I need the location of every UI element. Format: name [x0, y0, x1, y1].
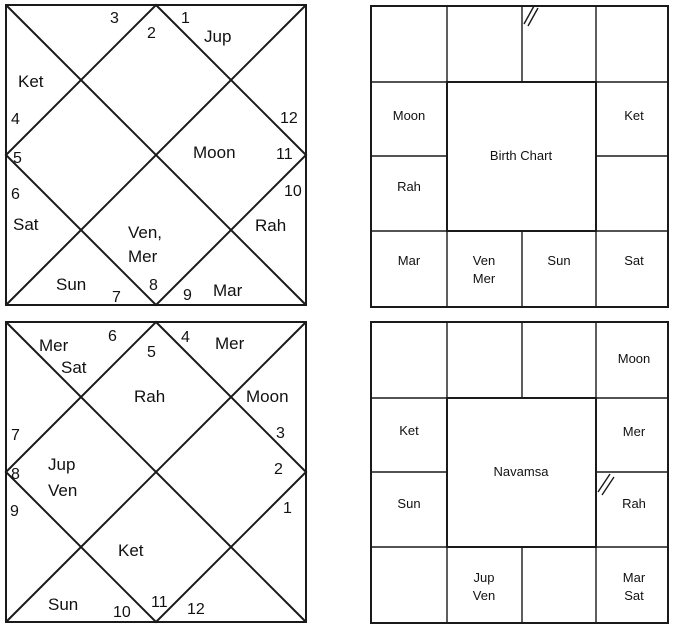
house-number: 10: [113, 604, 131, 621]
planet-label: Mer: [39, 336, 69, 355]
planet-label: Mer: [215, 334, 245, 353]
house-number: 9: [183, 287, 192, 304]
planet-label: Mar: [397, 253, 421, 268]
house-number: 6: [108, 328, 117, 345]
house-number: 4: [181, 329, 190, 346]
chart-title: Birth Chart: [489, 148, 553, 163]
planet-label: Ket: [624, 108, 644, 123]
south-birth-chart: [371, 6, 668, 307]
planet-label: Rah: [622, 496, 646, 511]
planet-label: Sat: [13, 215, 39, 234]
planet-label: Rah: [397, 179, 421, 194]
planet-label: Moon: [246, 387, 289, 406]
planet-label: Sat: [61, 358, 87, 377]
house-number: 7: [112, 289, 121, 306]
house-number: 12: [280, 110, 298, 127]
planet-label: Mar: [213, 281, 243, 300]
planet-label: Ven: [472, 588, 496, 603]
planet-label: Mer: [472, 271, 496, 286]
planet-label: Mer: [128, 247, 158, 266]
house-number: 7: [11, 427, 20, 444]
planet-label: Sun: [56, 275, 87, 294]
house-number: 3: [110, 10, 119, 27]
chart-title: Navamsa: [493, 464, 549, 479]
south-navamsa-chart: [371, 322, 668, 623]
house-number: 1: [181, 10, 190, 27]
planet-label: Sun: [397, 496, 421, 511]
planet-label: Jup: [204, 27, 232, 46]
planet-label: Jup: [48, 455, 76, 474]
house-number: 4: [11, 111, 20, 128]
house-number: 3: [276, 425, 285, 442]
house-number: 5: [13, 150, 22, 167]
planet-label: Sat: [624, 253, 644, 268]
planet-label: Ven: [48, 481, 78, 500]
north-birth-chart: [6, 5, 306, 306]
planet-label: Ven,: [128, 223, 163, 242]
lagna-marker: [524, 6, 534, 24]
planet-label: Sun: [547, 253, 571, 268]
planet-label: Moon: [193, 143, 236, 162]
house-number: 6: [11, 186, 20, 203]
planet-label: Ket: [399, 423, 419, 438]
planet-label: Mar: [622, 570, 646, 585]
planet-label: Ven: [472, 253, 496, 268]
lagna-marker: [528, 8, 538, 26]
planet-label: Ket: [118, 541, 144, 560]
lagna-marker: [602, 477, 614, 495]
house-number: 2: [147, 25, 156, 42]
planet-label: Sun: [48, 595, 79, 614]
planet-label: Moon: [617, 351, 651, 366]
house-number: 8: [11, 466, 20, 483]
planet-label: Mer: [622, 424, 646, 439]
planet-label: Moon: [392, 108, 426, 123]
planet-label: Rah: [255, 216, 287, 235]
house-number: 2: [274, 461, 283, 478]
house-number: 9: [10, 503, 19, 520]
planet-label: Rah: [134, 387, 166, 406]
house-number: 10: [284, 183, 302, 200]
house-number: 12: [187, 601, 205, 618]
house-number: 8: [149, 277, 158, 294]
house-number: 1: [283, 500, 292, 517]
house-number: 11: [276, 146, 293, 163]
lagna-marker: [598, 474, 610, 492]
north-navamsa-chart: [6, 322, 306, 622]
house-number: 11: [151, 594, 168, 611]
planet-label: Ket: [18, 72, 44, 91]
house-number: 5: [147, 344, 156, 361]
planet-label: Sat: [624, 588, 644, 603]
planet-label: Jup: [473, 570, 495, 585]
